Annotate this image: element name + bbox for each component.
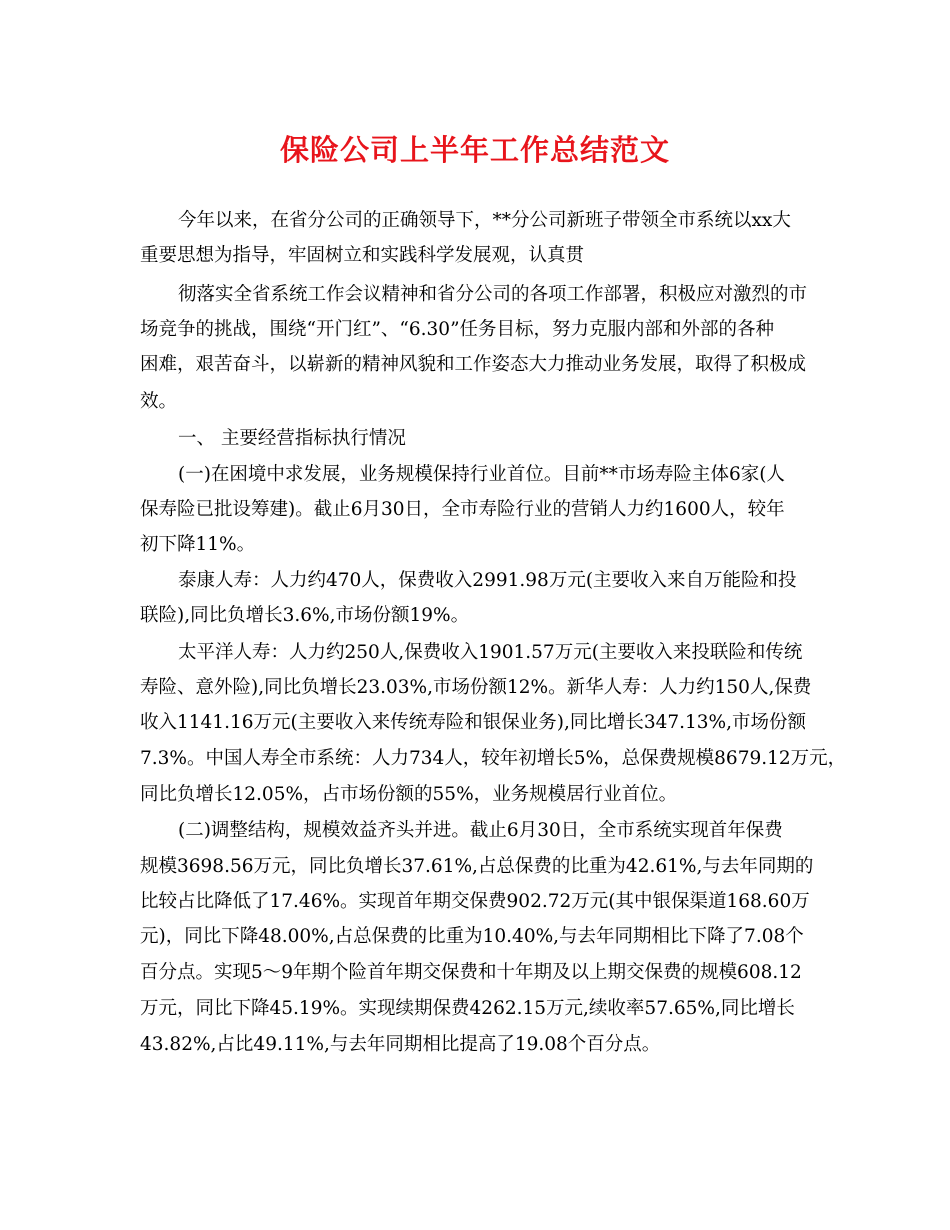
paragraph-line: (一)在困境中求发展，业务规模保持行业首位。目前**市场寿险主体6家(人 [178, 464, 785, 485]
paragraph-line: 困难，艰苦奋斗，以崭新的精神风貌和工作姿态大力推动业务发展，取得了积极成 [140, 354, 807, 375]
paragraph-line: 保寿险已批设筹建)。截止6月30日，全市寿险行业的营销人力约1600人，较年 [140, 499, 785, 520]
document-title: 保险公司上半年工作总结范文 [279, 133, 670, 167]
paragraph-line: 同比负增长12.05%，占市场份额的55%，业务规模居行业首位。 [140, 784, 678, 805]
paragraph-line: 场竞争的挑战，围绕“开门红”、“6.30”任务目标，努力克服内部和外部的各种 [140, 319, 775, 340]
paragraph-line: 比较占比降低了17.46%。实现首年期交保费902.72万元(其中银保渠道168.60万 [140, 891, 810, 912]
paragraph-line: 联险),同比负增长3.6%,市场份额19%。 [140, 605, 470, 626]
paragraph-line: 今年以来，在省分公司的正确领导下，**分公司新班子带领全市系统以xx大 [178, 210, 791, 231]
paragraph-line: 规模3698.56万元，同比负增长37.61%,占总保费的比重为42.61%,与去年同期的 [140, 856, 814, 877]
paragraph-line: 泰康人寿：人力约470人，保费收入2991.98万元(主要收入来自万能险和投 [178, 570, 797, 591]
paragraph-line: 万元，同比下降45.19%。实现续期保费4262.15万元,续收率57.65%,同比增长 [140, 998, 795, 1019]
paragraph-line: 彻落实全省系统工作会议精神和省分公司的各项工作部署，积极应对激烈的市 [178, 284, 808, 305]
paragraph-line: 43.82%,占比49.11%,与去年同期相比提高了19.08个百分点。 [140, 1034, 661, 1055]
paragraph-line: 初下降11%。 [140, 534, 256, 555]
paragraph-line: 效。 [140, 391, 178, 412]
paragraph-line: 太平洋人寿：人力约250人,保费收入1901.57万元(主要收入来投联险和传统 [178, 642, 803, 663]
paragraph-line: (二)调整结构，规模效益齐头并进。截止6月30日，全市系统实现首年保费 [178, 820, 783, 841]
paragraph-line: 重要思想为指导，牢固树立和实践科学发展观，认真贯 [140, 245, 585, 266]
paragraph-line: 收入1141.16万元(主要收入来传统寿险和银保业务),同比增长347.13%,市场份额 [140, 712, 807, 733]
section-heading: 一、 主要经营指标执行情况 [178, 428, 406, 449]
paragraph-line: 元)，同比下降48.00%,占总保费的比重为10.40%,与去年同期相比下降了7.08个 [140, 926, 804, 947]
paragraph-line: 百分点。实现5～9年期个险首年期交保费和十年期及以上期交保费的规模608.12 [140, 962, 802, 983]
paragraph-line: 7.3%。中国人寿全市系统：人力734人，较年初增长5%，总保费规模8679.12万元， [140, 748, 847, 769]
paragraph-line: 寿险、意外险),同比负增长23.03%,市场份额12%。新华人寿：人力约150人,保费 [140, 677, 812, 698]
